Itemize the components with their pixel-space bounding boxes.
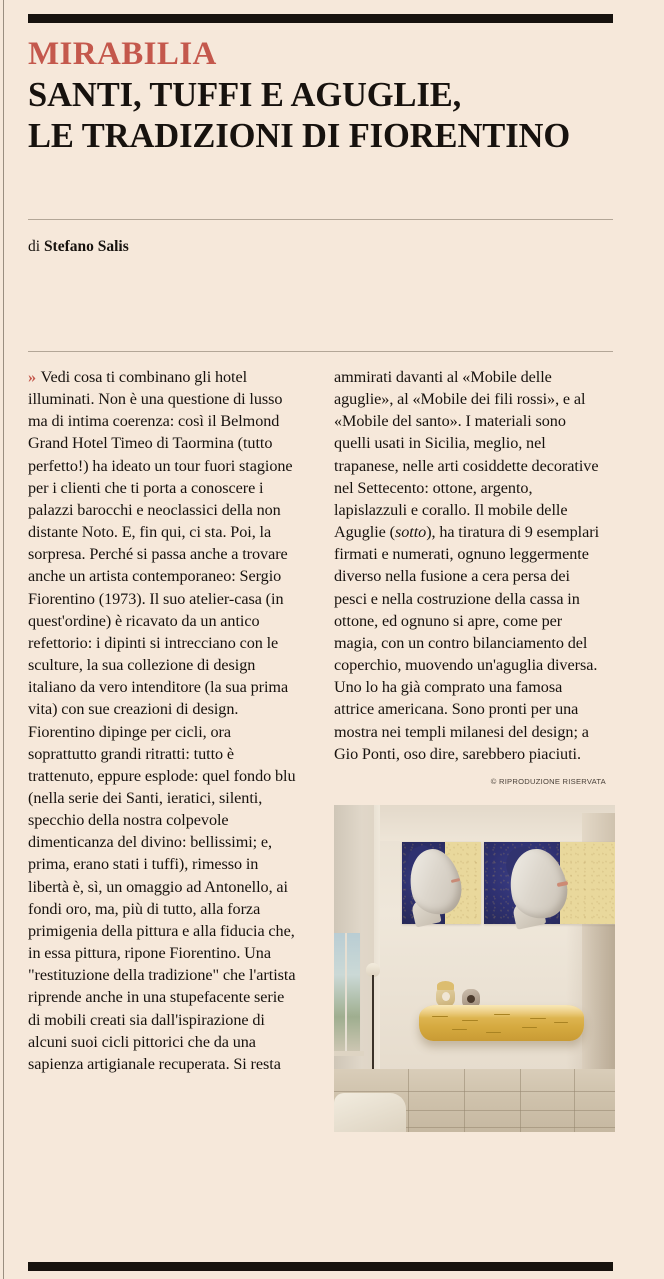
photo-console-engraving [432,1016,448,1017]
photo-wall-upper-band [380,805,615,841]
page-title [28,75,628,157]
photo-console-engraving [462,1020,478,1021]
photo-ceramic-head-left-face [442,992,450,1001]
headline-line-2: LE TRADIZIONI DI FIORENTINO [28,117,571,155]
pilcrow-chevron-icon: » [28,368,36,386]
photo-console-engraving [554,1022,568,1023]
body-divider [28,351,613,352]
photo-window-mullion [345,933,347,1053]
body-text-right-italic: sotto [394,523,427,542]
body-paragraph-left [28,366,300,1075]
photo-console-engraving [522,1027,537,1028]
section-kicker: MIRABILIA [28,36,217,72]
column-right [334,366,606,1132]
byline-prefix: di [28,238,41,255]
photo-console-engraving [452,1029,467,1030]
photo-console-engraving [494,1014,510,1015]
photo-floor-grout [334,1091,615,1092]
body-paragraph-right [334,366,606,765]
byline-divider [28,219,613,220]
photo-window-sill [334,1051,364,1056]
bottom-black-bar [28,1262,613,1271]
page-left-margin-rule [3,0,4,1279]
column-left [28,366,300,1075]
photo-console-engraving [486,1032,501,1033]
body-text-right-part-2: ), ha tiratura di 9 esemplari firmati e numerati, ognuno leggermente diverso nella fusione a cera persa dei pesci e nella costruzione della cassa in ottone, ed ognuno si apre, come per magia, con un contro bilanciamento del coperchio, muovendo un'aguglia diversa. Uno lo ha già comprato una famosa attrice americana. Sono pronti per una mostra nei templi milanesi del design; a Gio Ponti, oso dire, sarebbero piaciuti. [334,523,600,763]
photo-console-engraving [530,1018,546,1019]
article-photograph[interactable] [334,805,615,1132]
masthead [28,34,628,157]
headline-line-1: SANTI, TUFFI E AGUGLIE, [28,76,462,114]
body-text-left: Vedi cosa ti combinano gli hotel illuminati. Non è una questione di lusso ma di intima coerenza: così il Belmond Grand Hotel Timeo di Taormina (tutto perfetto!) ha ideato un tour fuori stagione per i clienti che ti porta a conoscere i palazzi barocchi e neoclassici della non distante Noto. E, fin qui, ci sta. Poi, la sorpresa. Perché si passa anche a trovare anche un artista contemporaneo: Sergio Fiorentino (1973). Il suo atelier-casa (in quest'ordine) è ricavato da un antico refettorio: i dipinti si intrecciano con le sculture, la sua collezione di design italiano da vero intenditore (la sua prima vita) con sue creazioni di design. Fiorentino dipinge per cicli, ora soprattutto grandi ritratti: tutto è trattenuto, eppure esplode: quel fondo blu (nella serie dei Santi, ieratici, silenti, specchio della nostra colpevole dimenticanza del divino: bellissimi; e, prima, erano stati i tuffi), rimesso in libertà è, sì, un omaggio ad Antonello, ai fondi oro, ma, più di tutto, alla forza primigenia della pittura e alla fiducia che, in essa pittura, ripone Fiorentino. Una "restituzione della tradizione" che l'artista riprende anche in una stupefacente serie di mobili creati sia dall'ispirazione di alcuni suoi cicli pittorici che da una sapienza artigianale recuperata. Si resta [28,368,296,1073]
copyright-notice: © RIPRODUZIONE RISERVATA [490,776,606,786]
photo-window [334,933,360,1053]
photo-wall-shadow [566,925,615,1075]
photo-sofa [334,1093,406,1132]
body-text-right-part-1: ammirati davanti al «Mobile delle aguglie», al «Mobile dei fili rossi», e al «Mobile del santo». I materiali sono quelli usati in Sicilia, meglio, nel trapanese, nelle arti cosiddette decorative nel Settecento: ottone, argento, lapislazzuli e corallo. Il mobile delle Aguglie ( [334,368,599,542]
photo-ceramic-head-left-crown [437,981,454,990]
photo-ceramic-head-right-face [467,995,475,1003]
photo-floor-grout [408,1069,409,1132]
photo-floor-grout [574,1069,575,1132]
byline-author[interactable]: Stefano Salis [43,238,129,255]
top-black-bar [28,14,613,23]
byline [28,237,129,257]
photo-floor-grout [464,1069,465,1132]
photo-floor-grout [520,1069,521,1132]
